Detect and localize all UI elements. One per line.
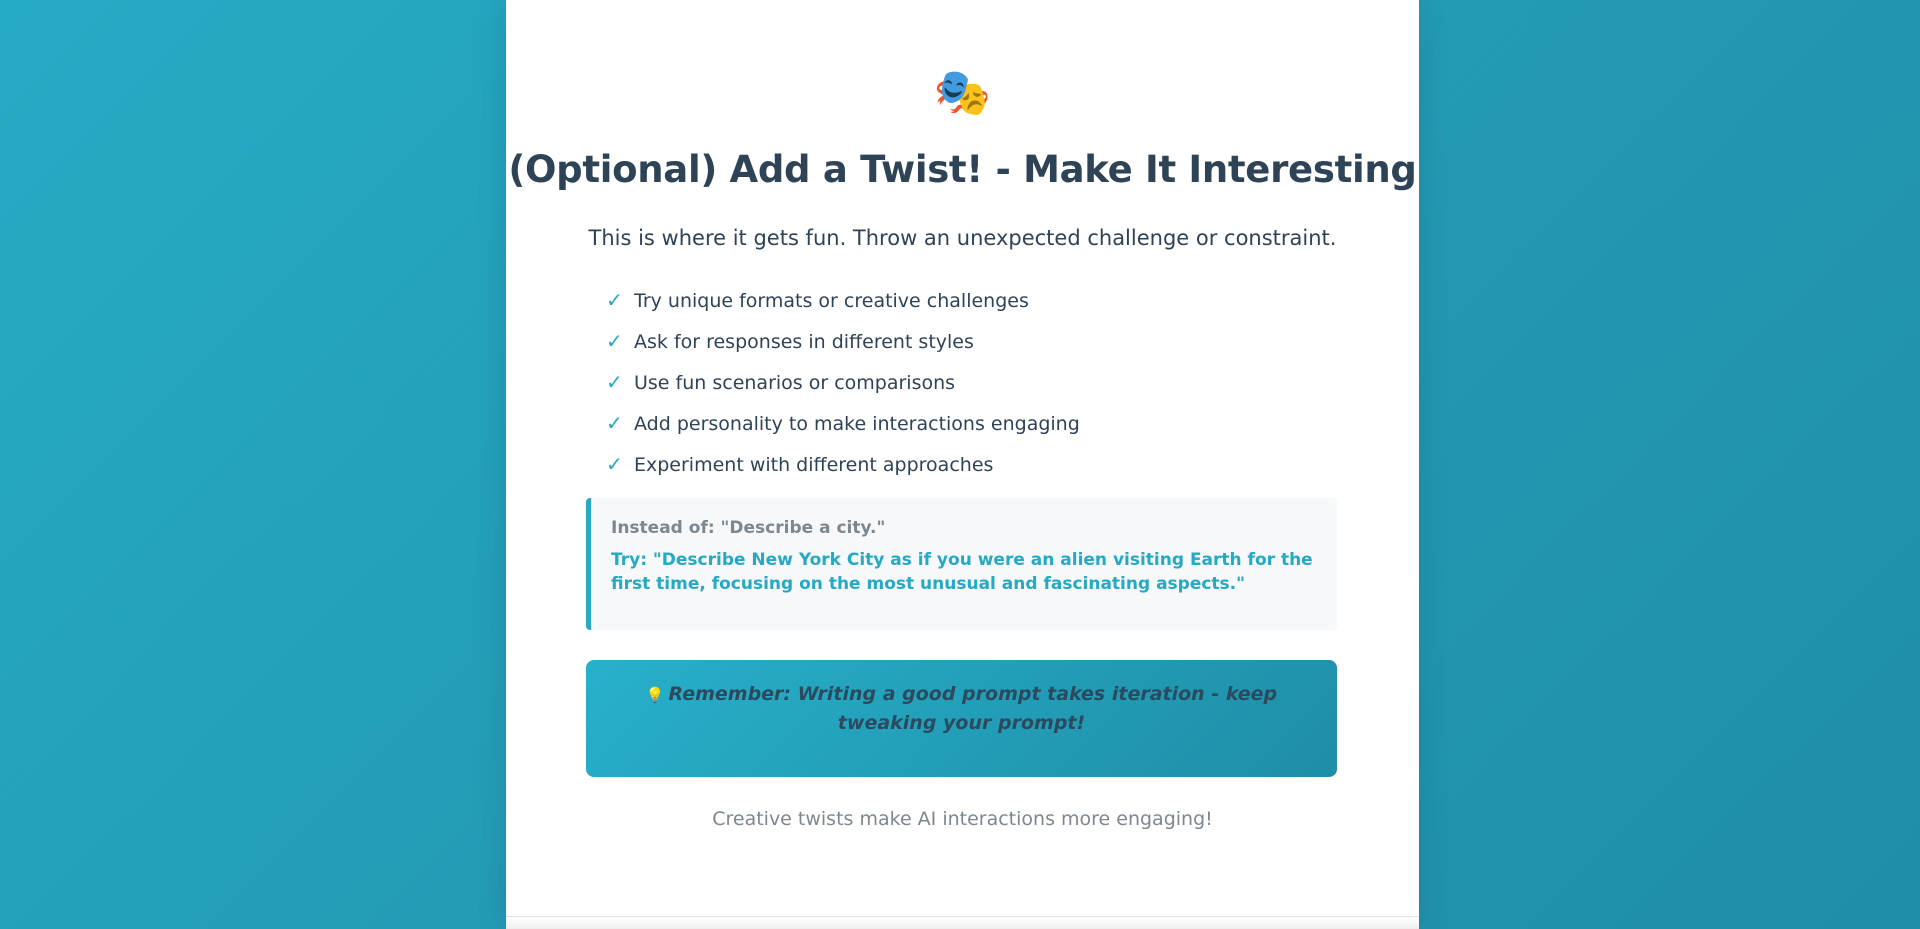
- page-title: (Optional) Add a Twist! - Make It Interesting: [508, 148, 1417, 191]
- checklist-item: [606, 448, 1080, 489]
- theater-masks-icon: 🎭: [933, 65, 992, 119]
- checklist-item: [606, 407, 1080, 448]
- remember-banner: [586, 660, 1337, 777]
- checkmark-icon: ✓: [606, 370, 623, 394]
- checkmark-icon: ✓: [606, 411, 623, 435]
- checklist-item-label: Experiment with different approaches: [634, 454, 994, 476]
- checklist-item: [606, 325, 1080, 366]
- remember-text-block: [626, 680, 1297, 737]
- tips-checklist: [606, 284, 1080, 489]
- content-card: [506, 0, 1419, 929]
- example-callout: [586, 498, 1337, 630]
- checklist-item: [606, 284, 1080, 325]
- checklist-item-label: Use fun scenarios or comparisons: [634, 372, 956, 394]
- checklist-item-label: Ask for responses in different styles: [634, 331, 974, 353]
- example-instead-text: Instead of: "Describe a city.": [611, 518, 886, 538]
- checkmark-icon: ✓: [606, 329, 623, 353]
- checklist-item-label: Try unique formats or creative challenges: [634, 290, 1029, 312]
- checkmark-icon: ✓: [606, 288, 623, 312]
- card-bottom-edge: [506, 916, 1419, 929]
- example-try-text: Try: "Describe New York City as if you were an alien visiting Earth for the first time, focusing on the most unusual and fascinating aspects.": [611, 550, 1313, 594]
- footer-note: Creative twists make AI interactions more engaging!: [712, 808, 1213, 830]
- remember-text: Remember: Writing a good prompt takes iteration - keep tweaking your prompt!: [668, 683, 1278, 734]
- checklist-item: [606, 366, 1080, 407]
- page-subtitle: This is where it gets fun. Throw an unexpected challenge or constraint.: [588, 226, 1337, 250]
- checklist-item-label: Add personality to make interactions engaging: [634, 413, 1080, 435]
- lightbulb-icon: 💡: [645, 686, 665, 704]
- checkmark-icon: ✓: [606, 452, 623, 476]
